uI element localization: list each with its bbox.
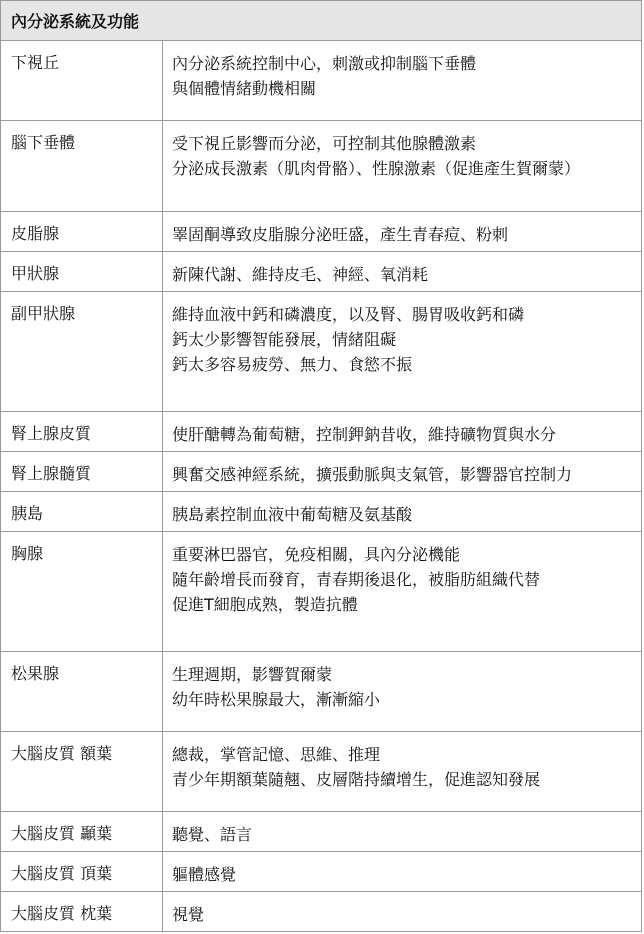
table-row — [1, 452, 641, 492]
function-line: 促進T細胞成熟，製造抗體 — [172, 595, 358, 614]
organ-function — [163, 121, 641, 211]
table-row — [1, 41, 641, 121]
organ-name: 腦下垂體 — [1, 121, 163, 211]
organ-function — [163, 892, 641, 931]
table-row — [1, 412, 641, 452]
function-line: 總裁，掌管記憶、思維、推理 — [172, 745, 381, 764]
organ-function — [163, 412, 641, 451]
organ-function — [163, 852, 641, 891]
table-row — [1, 892, 641, 932]
organ-name: 大腦皮質 顳葉 — [1, 812, 163, 851]
table-row — [1, 852, 641, 892]
function-line: 鈣太多容易疲勞、無力、食慾不振 — [172, 355, 413, 374]
table-title: 內分泌系統及功能 — [1, 1, 641, 41]
function-line: 生理週期，影響賀爾蒙 — [172, 665, 333, 684]
organ-name: 副甲狀腺 — [1, 292, 163, 411]
table-row — [1, 652, 641, 732]
organ-name: 腎上腺髓質 — [1, 452, 163, 491]
function-line: 內分泌系統控制中心，刺激或抑制腦下垂體 — [172, 54, 477, 73]
organ-function — [163, 212, 641, 251]
function-line: 新陳代謝、維持皮毛、神經、氧消耗 — [172, 265, 429, 284]
function-line: 睪固酮導致皮脂腺分泌旺盛，產生青春痘、粉刺 — [172, 225, 509, 244]
organ-function — [163, 492, 641, 531]
organ-name: 大腦皮質 額葉 — [1, 732, 163, 811]
table-row — [1, 252, 641, 292]
table-row — [1, 292, 641, 412]
organ-function — [163, 732, 641, 811]
table-row — [1, 732, 641, 812]
function-line: 重要淋巴器官，免疫相關，具內分泌機能 — [172, 545, 461, 564]
organ-name: 甲狀腺 — [1, 252, 163, 291]
organ-name: 大腦皮質 頂葉 — [1, 852, 163, 891]
function-line: 分泌成長激素（肌肉骨骼）、性腺激素（促進產生賀爾蒙） — [172, 159, 581, 178]
organ-function — [163, 532, 641, 651]
organ-function — [163, 292, 641, 411]
organ-name: 皮脂腺 — [1, 212, 163, 251]
organ-name: 胰島 — [1, 492, 163, 531]
table-row — [1, 812, 641, 852]
function-line: 幼年時松果腺最大，漸漸縮小 — [172, 690, 381, 709]
function-line: 視覺 — [172, 905, 205, 924]
function-line: 與個體情緒動機相關 — [172, 79, 317, 98]
organ-name: 腎上腺皮質 — [1, 412, 163, 451]
organ-name: 松果腺 — [1, 652, 163, 731]
function-line: 聽覺、語言 — [172, 825, 253, 844]
function-line: 興奮交感神經系統，擴張動脈與支氣管，影響器官控制力 — [172, 465, 573, 484]
function-line: 鈣太少影響智能發展，情緒阻礙 — [172, 330, 397, 349]
function-line: 維持血液中鈣和磷濃度，以及腎、腸胃吸收鈣和磷 — [172, 305, 525, 324]
table-row — [1, 121, 641, 212]
function-line: 受下視丘影響而分泌，可控制其他腺體激素 — [172, 134, 477, 153]
function-line: 胰島素控制血液中葡萄糖及氨基酸 — [172, 505, 413, 524]
organ-function — [163, 41, 641, 120]
organ-name: 胸腺 — [1, 532, 163, 651]
organ-name: 大腦皮質 枕葉 — [1, 892, 163, 931]
table-row — [1, 212, 641, 252]
table-row — [1, 532, 641, 652]
function-line: 使肝醣轉為葡萄糖，控制鉀鈉昔收，維持礦物質與水分 — [172, 425, 557, 444]
organ-name: 下視丘 — [1, 41, 163, 120]
organ-function — [163, 812, 641, 851]
organ-function — [163, 252, 641, 291]
function-line: 軀體感覺 — [172, 865, 237, 884]
function-line: 青少年期額葉隨翹、皮層階持續增生，促進認知發展 — [172, 770, 541, 789]
table-row — [1, 492, 641, 532]
organ-function — [163, 652, 641, 731]
organ-function — [163, 452, 641, 491]
function-line: 隨年齡增長而發育，青春期後退化，被脂肪組織代替 — [172, 570, 541, 589]
